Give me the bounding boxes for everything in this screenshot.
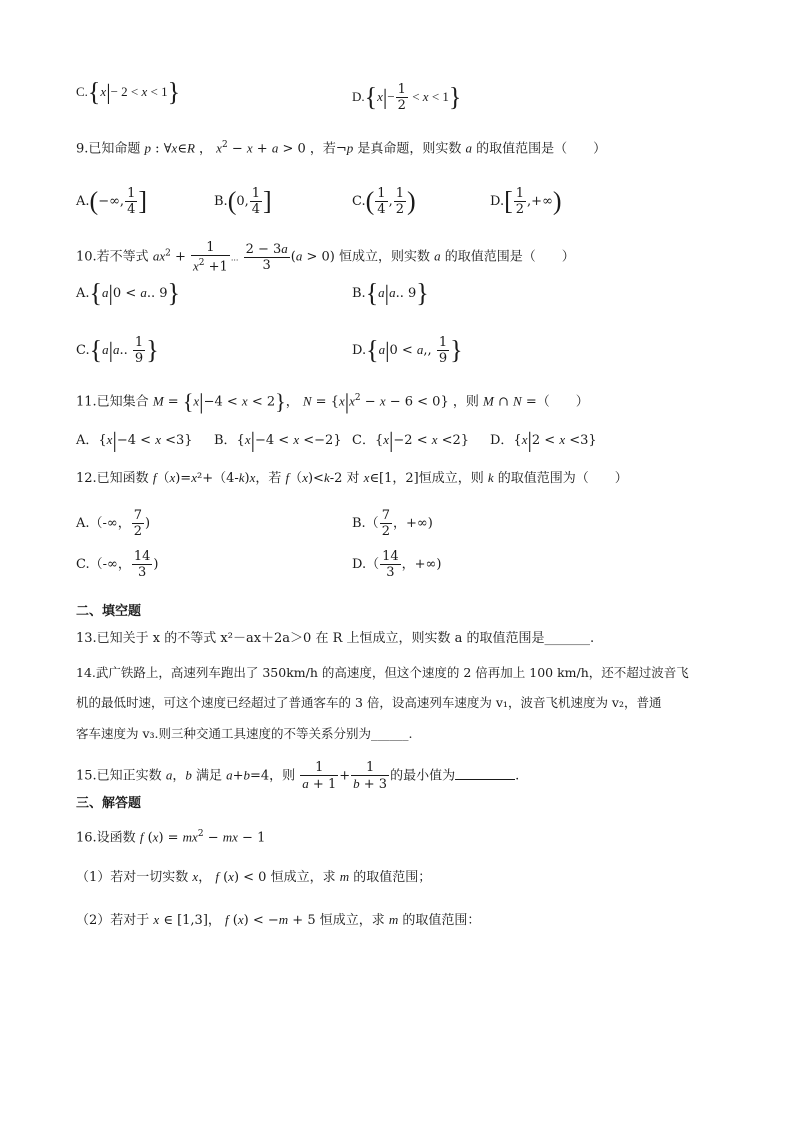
q9-option-d: D.[ $\frac{1}{2}$ ,+∞)	[490, 186, 562, 217]
q8-option-c: C.{x|− 2 < x < 1}	[76, 77, 181, 107]
q11-option-d: D．{x|2 < x <3}	[490, 427, 597, 453]
q9-option-a: A.(−∞, $\frac{1}{4}$ ]	[76, 186, 148, 217]
q12-option-d: D.（ $\frac{14}{3}$ ，+∞)	[352, 549, 442, 580]
q11-option-a: A．{x|−4 < x <3}	[76, 427, 193, 453]
q12-stem: 12.已知函数 f（x)=x²+（4-k)x，若 f（x)<k-2 对 x∈[1，2]恒成立，则 k 的取值范围为（ ）	[76, 470, 628, 486]
q11-option-b: B．{x|−4 < x <−2}	[214, 427, 342, 453]
q8-option-d: D.{x|− $\frac{1}{2}$ < x < 1}	[352, 82, 462, 113]
section-fill-in-heading: 二、填空题	[76, 604, 142, 619]
q16-part2: （2）若对于 x ∈ [1,3]， f (x) < −m + 5 恒成立，求 m 的取值范围：	[76, 912, 481, 928]
q10-option-a: A.{a|0 < a.. 9}	[76, 278, 181, 308]
q16-part1: （1）若对一切实数 x， f (x) < 0 恒成立，求 m 的取值范围；	[76, 869, 432, 885]
q16-stem: 16.设函数 f $(x) = mx^2$ − mx − 1	[76, 829, 266, 846]
q9-option-b: B.(0, $\frac{1}{4}$ ]	[214, 186, 272, 217]
q11-option-c: C．{x|−2 < x <2}	[352, 427, 470, 453]
q12-option-a: A.（-∞， $\frac{7}{2}$ )	[76, 508, 151, 539]
q11-stem: 11.已知集合 M = {x|−4 < x < 2}， $N = \{x|x^2 - x - 6 < 0\}$ ，则 M ∩ N =（ ）	[76, 388, 589, 414]
q10-stem: 10.若不等式 $ax^2$ + $\frac{1}{x^2 +1}$ ... $\frac{2 - 3a}{3}$ (a > 0) 恒成立，则实数 a 的取值范围是（ ）	[76, 240, 575, 275]
q9-stem: 9.已知命题 p : ∀x∈R ， $x^2 - x + a > 0$ ，若¬p 是真命题，则实数 a 的取值范围是（ ）	[76, 140, 607, 157]
q14-line1: 14.武广铁路上，高速列车跑出了 350km/h 的高速度，但这个速度的 2 倍再加上 100 km/h，还不超过波音飞	[76, 665, 689, 680]
q15-text: 15.已知正实数 a，b 满足 a+b=4，则 $\frac{1}{a + 1}$ + $\frac{1}{b + 3}$ 的最小值为 .	[76, 760, 520, 792]
section-solution-heading: 三、解答题	[76, 796, 142, 811]
q10-option-b: B.{a|a.. 9}	[352, 278, 429, 308]
q9-option-c: C.( $\frac{1}{4}$ , $\frac{1}{2}$ )	[352, 186, 416, 217]
q14-line3: 客车速度为 v₃.则三种交通工具速度的不等关系分别为______.	[76, 726, 413, 741]
q12-option-b: B.（ $\frac{7}{2}$ ，+∞)	[352, 508, 433, 539]
q13-text: 13.已知关于 x 的不等式 x²－ax＋2a＞0 在 R 上恒成立，则实数 a 的取值范围是_______.	[76, 631, 595, 646]
q10-option-d: D.{a|0 < a,, $\frac{1}{9}$ }	[352, 335, 463, 366]
q10-option-c: C.{a|a.. $\frac{1}{9}$ }	[76, 335, 159, 366]
q14-line2: 机的最低时速，可这个速度已经超过了普通客车的 3 倍，设高速列车速度为 v₁，波音飞机速度为 v₂，普通	[76, 695, 662, 710]
q12-option-c: C.（-∞， $\frac{14}{3}$ )	[76, 549, 159, 580]
